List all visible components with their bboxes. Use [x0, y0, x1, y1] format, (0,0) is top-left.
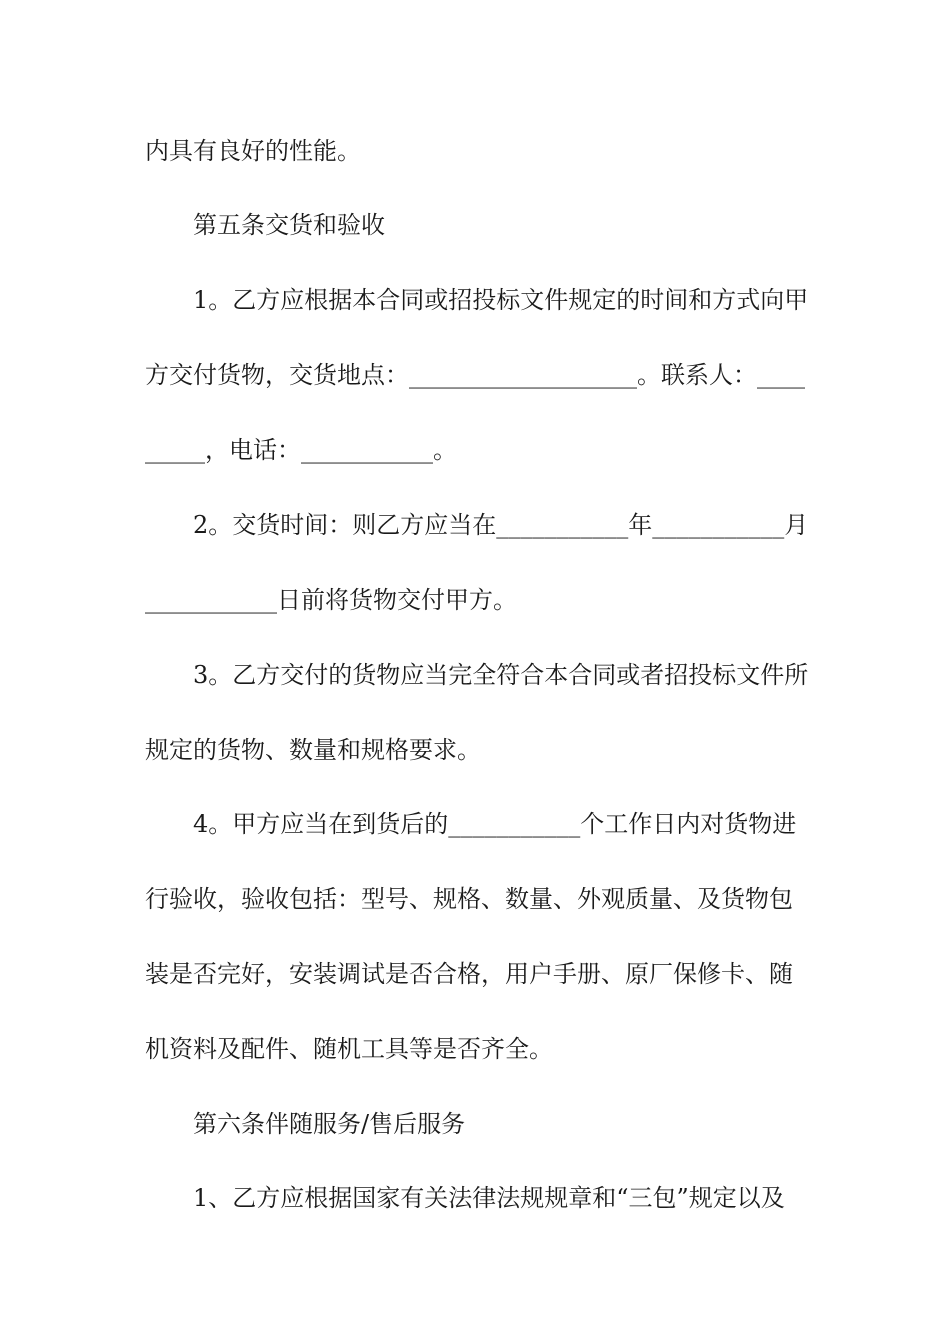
paragraph-line: 内具有良好的性能。: [145, 137, 361, 165]
paragraph-line: _____，电话：___________。: [145, 436, 457, 464]
paragraph-line: 3。乙方交付的货物应当完全符合本合同或者招投标文件所: [193, 661, 809, 689]
section-heading-article-5: 第五条交货和验收: [193, 211, 385, 239]
paragraph-line: 规定的货物、数量和规格要求。: [145, 736, 481, 764]
paragraph-line: 装是否完好，安装调试是否合格，用户手册、原厂保修卡、随: [145, 960, 793, 988]
paragraph-line: 方交付货物，交货地点：___________________。联系人：____: [145, 361, 805, 389]
paragraph-line: 行验收，验收包括：型号、规格、数量、外观质量、及货物包: [145, 885, 793, 913]
paragraph-line: ___________日前将货物交付甲方。: [145, 586, 517, 614]
paragraph-line: 2。交货时间：则乙方应当在___________年___________月: [193, 511, 809, 539]
paragraph-line: 1、乙方应根据国家有关法律法规规章和“三包”规定以及: [193, 1184, 785, 1212]
paragraph-line: 1。乙方应根据本合同或招投标文件规定的时间和方式向甲: [193, 286, 809, 314]
paragraph-line: 4。甲方应当在到货后的___________个工作日内对货物进: [193, 810, 797, 838]
paragraph-line: 机资料及配件、随机工具等是否齐全。: [145, 1035, 553, 1063]
section-heading-article-6: 第六条伴随服务/售后服务: [193, 1110, 466, 1138]
